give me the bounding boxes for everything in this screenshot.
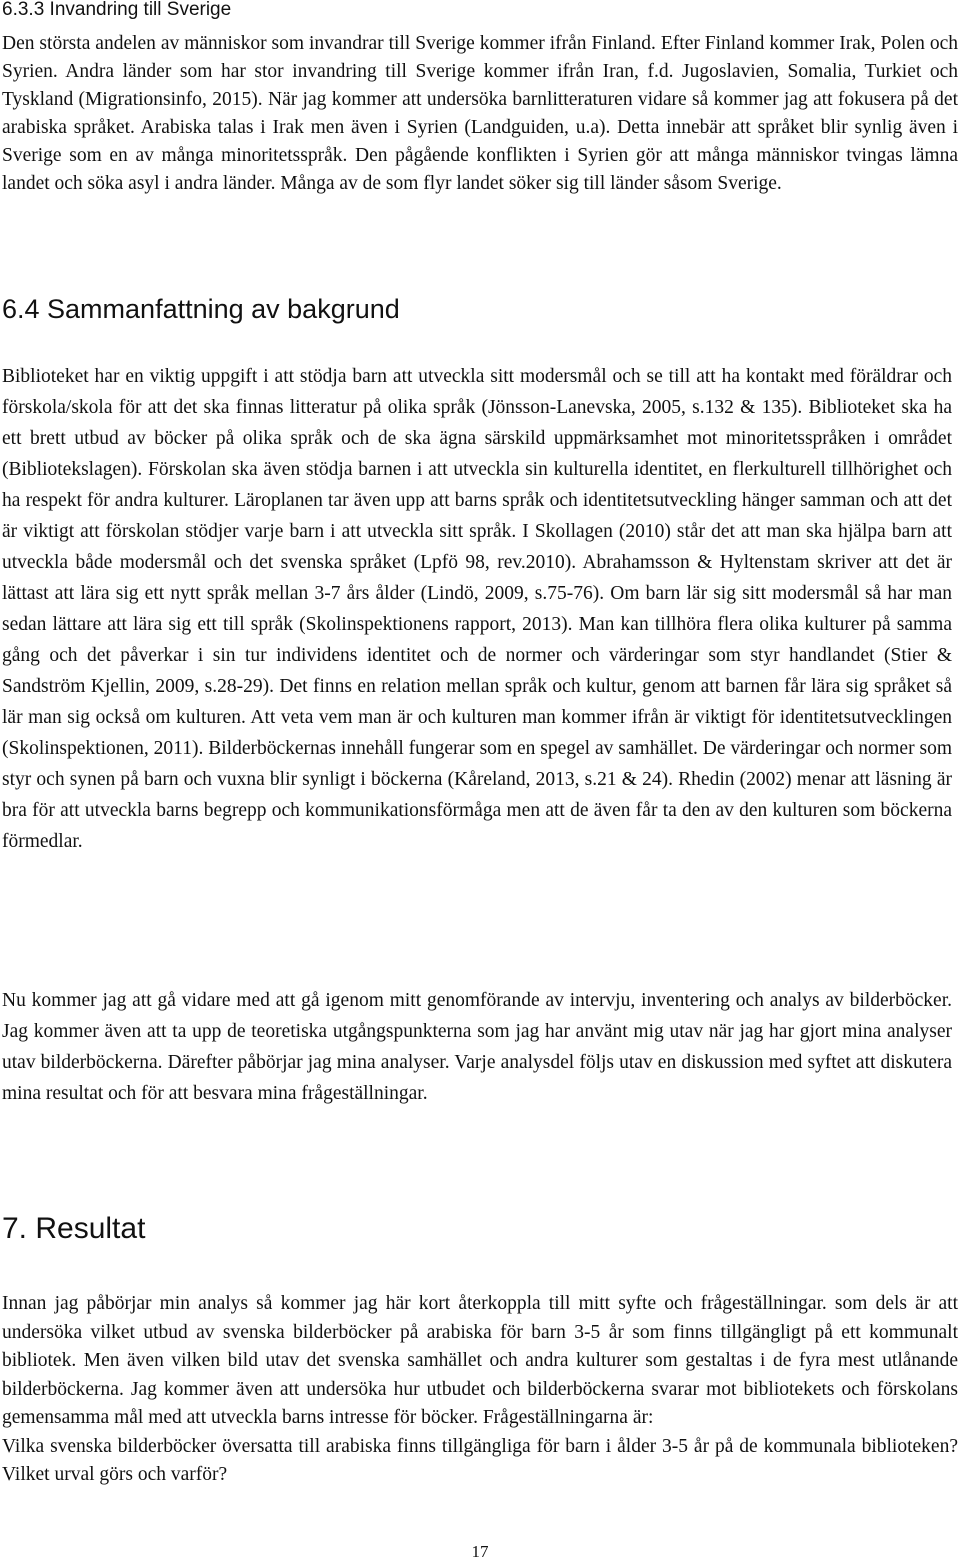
paragraph-invandring: Den största andelen av människor som invandrar till Sverige kommer ifrån Finland. Efter Finland kommer Irak, Polen och Syrien. Andra länder som har stor invandring till Sverige kommer ifrån Iran, f.d. Jugoslavien, Somalia, Turkiet och Tyskland (Migrationsinfo, 2015). När jag kommer att undersöka barnlitteraturen vidare så kommer jag att fokusera på det arabiska språket. Arabiska talas i Irak men även i Syrien (Landguiden, u.a). Detta innebär att språket blir synlig även i Sverige som en av många minoritetsspråk. Den pågående konflikten i Syrien gör att många människor tvingas lämna landet och söka asyl i andra länder. Många av de som flyr landet söker sig till länder såsom Sverige. <box>2 33 958 194</box>
section-heading-6-3-3: 6.3.3 Invandring till Sverige <box>2 0 232 20</box>
paragraph-vidare: Nu kommer jag att gå vidare med att gå igenom mitt genomförande av intervju, inventering och analys av bilderböcker. Jag kommer även att ta upp de teoretiska utgångspunkterna som jag har använt mig utav när jag har gjort mina analyser utav bilderböckerna. Därefter påbörjar jag mina analyser. Varje analysdel följs utav en diskussion med syftet att diskutera mina resultat och för att besvara mina frågeställningar. <box>2 990 952 1104</box>
paragraph-resultat-block <box>2 1290 958 1490</box>
page-number: 17 <box>471 1542 489 1561</box>
paragraph-resultat: Innan jag påbörjar min analys så kommer jag här kort återkoppla till mitt syfte och frågeställningar. som dels är att undersöka vilket utbud av svenska bilderböcker på arabiska för barn 3-5 år som finns tillgängligt på ett kommunalt bibliotek. Men även vilken bild utav det svenska samhället och andra kulturer som gestaltas i de fyra mest utlånande bilderböckerna. Jag kommer även att undersöka hur utbudet och bilderböckerna svarar mot bibliotekets och förskolans gemensamma mål med att utveckla barns intresse för böcker. Frågeställningarna är: <box>2 1293 958 1428</box>
paragraph-sammanfattning: Biblioteket har en viktig uppgift i att stödja barn att utveckla sitt modersmål och se till att ha kontakt med föräldrar och förskola/skola för att det ska finnas litteratur på olika språk (Jönsson-Lanevska, 2005, s.132 & 135). Biblioteket ska ha ett brett utbud av böcker på olika språk och de ska ägna särskild uppmärksamhet mot minoritetsspråken i området (Bibliotekslagen). Förskolan ska även stödja barnen i att utveckla sin kulturella identitet, en flerkulturell tillhörighet och ha respekt för andra kulturer. Läroplanen tar även upp att barns språk och identitetsutveckling hänger samman och att det är viktigt att förskolan stödjer varje barn i att utveckla sitt språk. I Skollagen (2010) står det att man ska hjälpa barn att utveckla både modersmål och det svenska språket (Lpfö 98, rev.2010). Abrahamsson & Hyltenstam skriver att det är lättast att lära sig ett nytt språk mellan 3-7 års ålder (Lindö, 2009, s.75-76). Om barn lär sig sitt modersmål så har man sedan lättare att lära sig ett till språk (Skolinspektionens rapport, 2013). Man kan tillhöra flera olika kulturer på samma gång och det påverkar i sin tur individens identitet och de normer och värderingar som styr handlandet (Stier & Sandström Kjellin, 2009, s.28-29). Det finns en relation mellan språk och kultur, genom att barnen får lära sig språket så lär man sig också om kulturen. Att veta vem man är och kulturen man kommer ifrån är viktigt för identitetsutvecklingen (Skolinspektionen, 2011). Bilderböckernas innehåll fungerar som en spegel av samhället. De värderingar och normer som styr och synen på barn och vuxna blir synligt i böckerna (Kåreland, 2013, s.21 & 24). Rhedin (2002) menar att läsning är bra för att utveckla barns begrepp och kommunikationsförmåga men att de även får ta den av den kulturen som böckerna förmedlar. <box>2 366 952 852</box>
section-heading-6-4: 6.4 Sammanfattning av bakgrund <box>2 294 400 324</box>
research-question: Vilka svenska bilderböcker översatta till arabiska finns tillgängliga för barn i ålder 3-5 år på de kommunala biblioteken? Vilket urval görs och varför? <box>2 1435 958 1485</box>
section-heading-7: 7. Resultat <box>2 1212 146 1245</box>
